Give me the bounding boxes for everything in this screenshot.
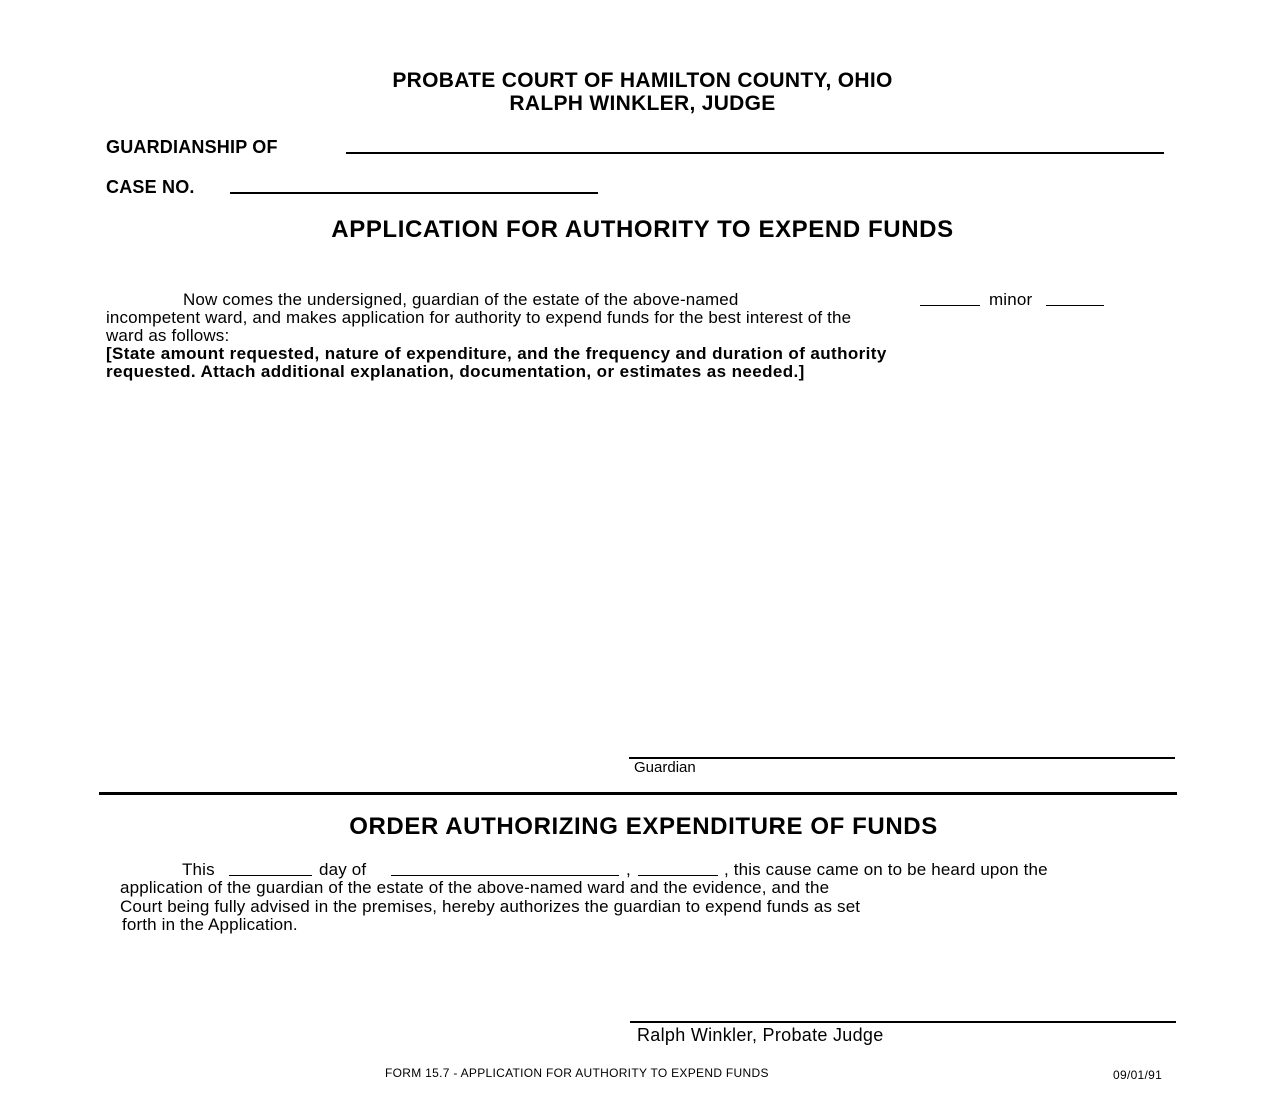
judge-signature-label: Ralph Winkler, Probate Judge xyxy=(637,1025,884,1045)
guardianship-label: GUARDIANSHIP OF xyxy=(106,137,278,157)
order-year-blank[interactable] xyxy=(638,875,718,876)
guardianship-row xyxy=(106,137,278,158)
order-title: ORDER AUTHORIZING EXPENDITURE OF FUNDS xyxy=(349,813,938,840)
application-title: APPLICATION FOR AUTHORITY TO EXPEND FUNDS xyxy=(331,216,954,243)
order-line-4: forth in the Application. xyxy=(122,915,298,934)
court-name: PROBATE COURT OF HAMILTON COUNTY, OHIO xyxy=(392,69,893,92)
guardian-signature-line[interactable] xyxy=(629,757,1175,759)
instruction-line-2: requested. Attach additional explanation, documentation, or estimates as needed.] xyxy=(106,362,805,381)
application-line-3: ward as follows: xyxy=(106,326,230,345)
form-date: 09/01/91 xyxy=(1113,1068,1163,1082)
order-day-blank[interactable] xyxy=(229,875,312,876)
order-line-2: application of the guardian of the estate of the above-named ward and the evidence, and the xyxy=(120,878,830,897)
case-no-field[interactable] xyxy=(230,192,598,194)
order-comma: , xyxy=(626,860,631,879)
guardianship-field[interactable] xyxy=(346,152,1164,154)
minor-blank[interactable] xyxy=(1046,305,1104,306)
case-no-row xyxy=(106,177,195,198)
order-line-1-end: , this cause came on to be heard upon the xyxy=(724,860,1048,879)
application-line-1 xyxy=(183,291,739,310)
judge-signature-line[interactable] xyxy=(630,1021,1176,1023)
minor-label: minor xyxy=(989,290,1033,309)
form-footer: FORM 15.7 - APPLICATION FOR AUTHORITY TO EXPEND FUNDS xyxy=(385,1066,769,1080)
order-line-3: Court being fully advised in the premises, hereby authorizes the guardian to expend funds as set xyxy=(120,897,861,916)
guardian-label: Guardian xyxy=(634,759,696,776)
application-line-2: incompetent ward, and makes application for authority to expend funds for the best interest of the xyxy=(106,308,852,327)
application-line-1-text: Now comes the undersigned, guardian of the estate of the above-named xyxy=(183,290,739,309)
instruction-line-1: [State amount requested, nature of expenditure, and the frequency and duration of authority xyxy=(106,344,887,363)
order-month-blank[interactable] xyxy=(391,875,619,876)
judge-name: RALPH WINKLER, JUDGE xyxy=(509,92,776,115)
case-no-label: CASE NO. xyxy=(106,177,195,197)
order-this-label: This xyxy=(182,860,215,879)
order-day-of-label: day of xyxy=(319,860,367,879)
estate-blank[interactable] xyxy=(920,305,980,306)
section-divider xyxy=(99,792,1177,795)
